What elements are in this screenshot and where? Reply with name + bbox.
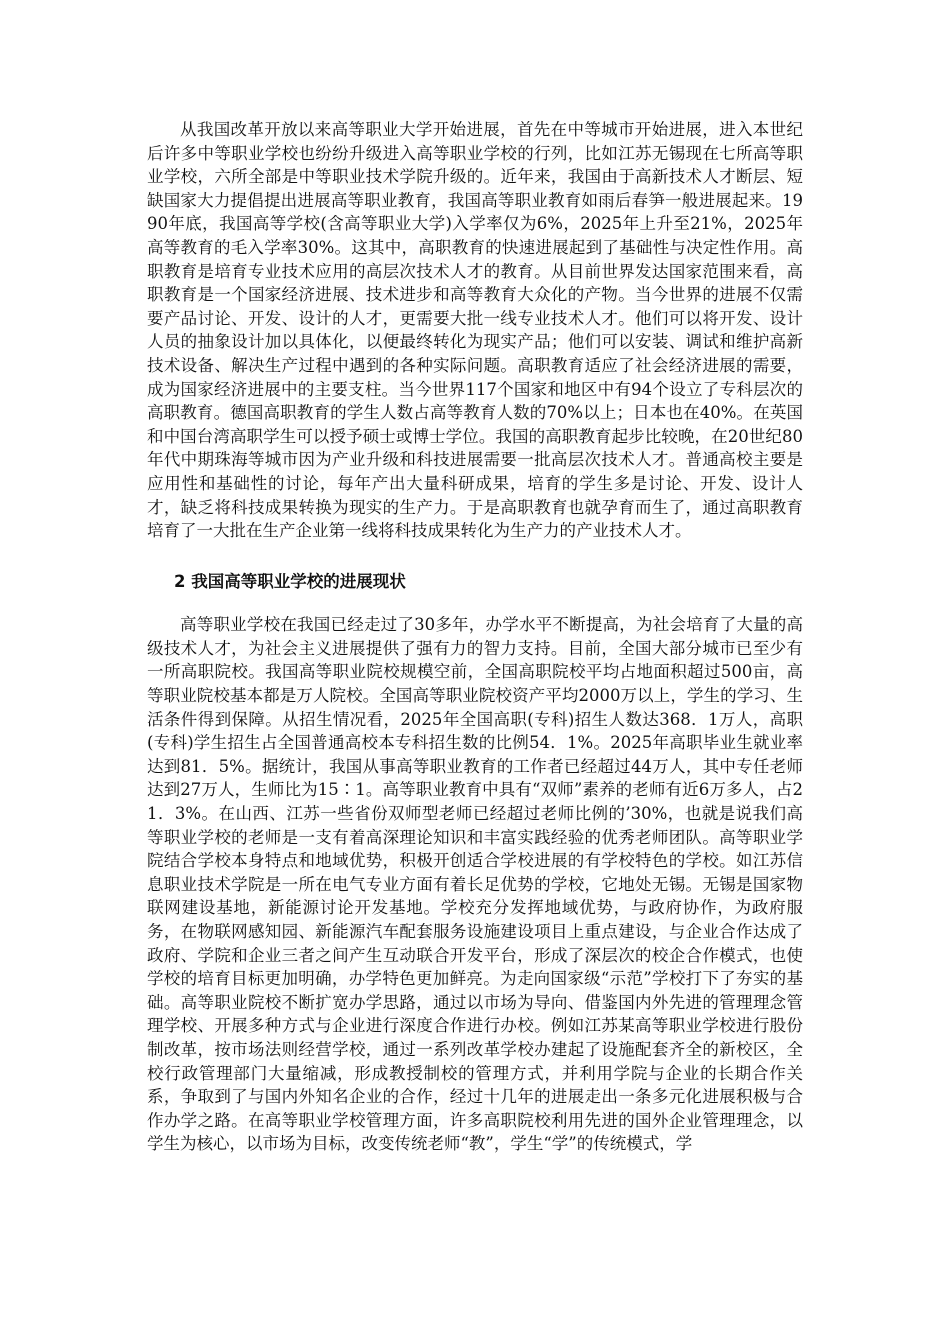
section-heading: 2 我国高等职业学校的进展现状: [174, 571, 406, 591]
document-body: [147, 118, 803, 1156]
body-paragraph-1: 从我国改革开放以来高等职业大学开始进展，首先在中等城市开始进展，进入本世纪后许多中等职业学校也纷纷升级进入高等职业学校的行列，比如江苏无锡现在七所高等职业学校，六所全部是中等职业技术学院升级的。近年来，我国由于高新技术人才断层、短缺国家大力提倡提出进展高等职业教育，我国高等职业教育如雨后春笋一般进展起来。1990年底，我国高等学校(含高等职业大学)入学率仅为6%，2025年上升至21%，2025年高等教育的毛入学率30%。这其中，高职教育的快速进展起到了基础性与决定性作用。高职教育是培育专业技术应用的高层次技术人才的教育。从目前世界发达国家范围来看，高职教育是一个国家经济进展、技术进步和高等教育大众化的产物。当今世界的进展不仅需要产品讨论、开发、设计的人才，更需要大批一线专业技术人才。他们可以将开发、设计人员的抽象设计加以具体化，以便最终转化为现实产品；他们可以安装、调试和维护高新技术设备、解决生产过程中遇到的各种实际问题。高职教育适应了社会经济进展的需要，成为国家经济进展中的主要支柱。当今世界117个国家和地区中有94个设立了专科层次的高职教育。德国高职教育的学生人数占高等教育人数的70%以上；日本也在40%。在英国和中国台湾高职学生可以授予硕士或博士学位。我国的高职教育起步比较晚，在20世纪80年代中期珠海等城市因为产业升级和科技进展需要一批高层次技术人才。普通高校主要是应用性和基础性的讨论，每年产出大量科研成果，培育的学生多是讨论、开发、设计人才，缺乏将科技成果转换为现实的生产力。于是高职教育也就孕育而生了，通过高职教育培育了一大批在生产企业第一线将科技成果转化为生产力的产业技术人才。: [147, 120, 803, 541]
body-paragraph-2: 高等职业学校在我国已经走过了30多年，办学水平不断提高，为社会培育了大量的高级技术人才，为社会主义进展提供了强有力的智力支持。目前，全国大部分城市已至少有一所高职院校。我国高等职业院校规模空前，全国高职院校平均占地面积超过500亩，高等职业院校基本都是万人院校。全国高等职业院校资产平均2000万以上，学生的学习、生活条件得到保障。从招生情况看，2025年全国高职(专科)招生人数达368．1万人，高职(专科)学生招生占全国普通高校本专科招生数的比例54．1%。2025年高职毕业生就业率达到81．5%。据统计，我国从事高等职业教育的工作者已经超过44万人，其中专任老师达到27万人，生师比为15∶1。高等职业教育中具有“双师”素养的老师有近6万多人，占21．3%。在山西、江苏一些省份双师型老师已经超过老师比例的’30%，也就是说我们高等职业学校的老师是一支有着高深理论知识和丰富实践经验的优秀老师团队。高等职业学院结合学校本身特点和地域优势，积极开创适合学校进展的有学校特色的学校。如江苏信息职业技术学院是一所在电气专业方面有着长足优势的学校，它地处无锡。无锡是国家物联网建设基地，新能源讨论开发基地。学校充分发挥地域优势，与政府协作，为政府服务，在物联网感知园、新能源汽车配套服务设施建设项目上重点建设，与企业合作达成了政府、学院和企业三者之间产生互动联合开发平台，形成了深层次的校企合作模式，也使学校的培育目标更加明确，办学特色更加鲜亮。为走向国家级“示范”学校打下了夯实的基础。高等职业院校不断扩宽办学思路，通过以市场为导向、借鉴国内外先进的管理理念管理学校、开展多种方式与企业进行深度合作进行办校。例如江苏某高等职业学校进行股份制改革，按市场法则经营学校，通过一系列改革学校办建起了设施配套齐全的新校区，全校行政管理部门大量缩减，形成教授制校的管理方式，并利用学院与企业的长期合作关系，争取到了与国内外知名企业的合作，经过十几年的进展走出一条多元化进展积极与合作办学之路。在高等职业学校管理方面，许多高职院校利用先进的国外企业管理理念，以学生为核心，以市场为目标，改变传统老师“教”，学生“学”的传统模式，学: [147, 615, 803, 1154]
